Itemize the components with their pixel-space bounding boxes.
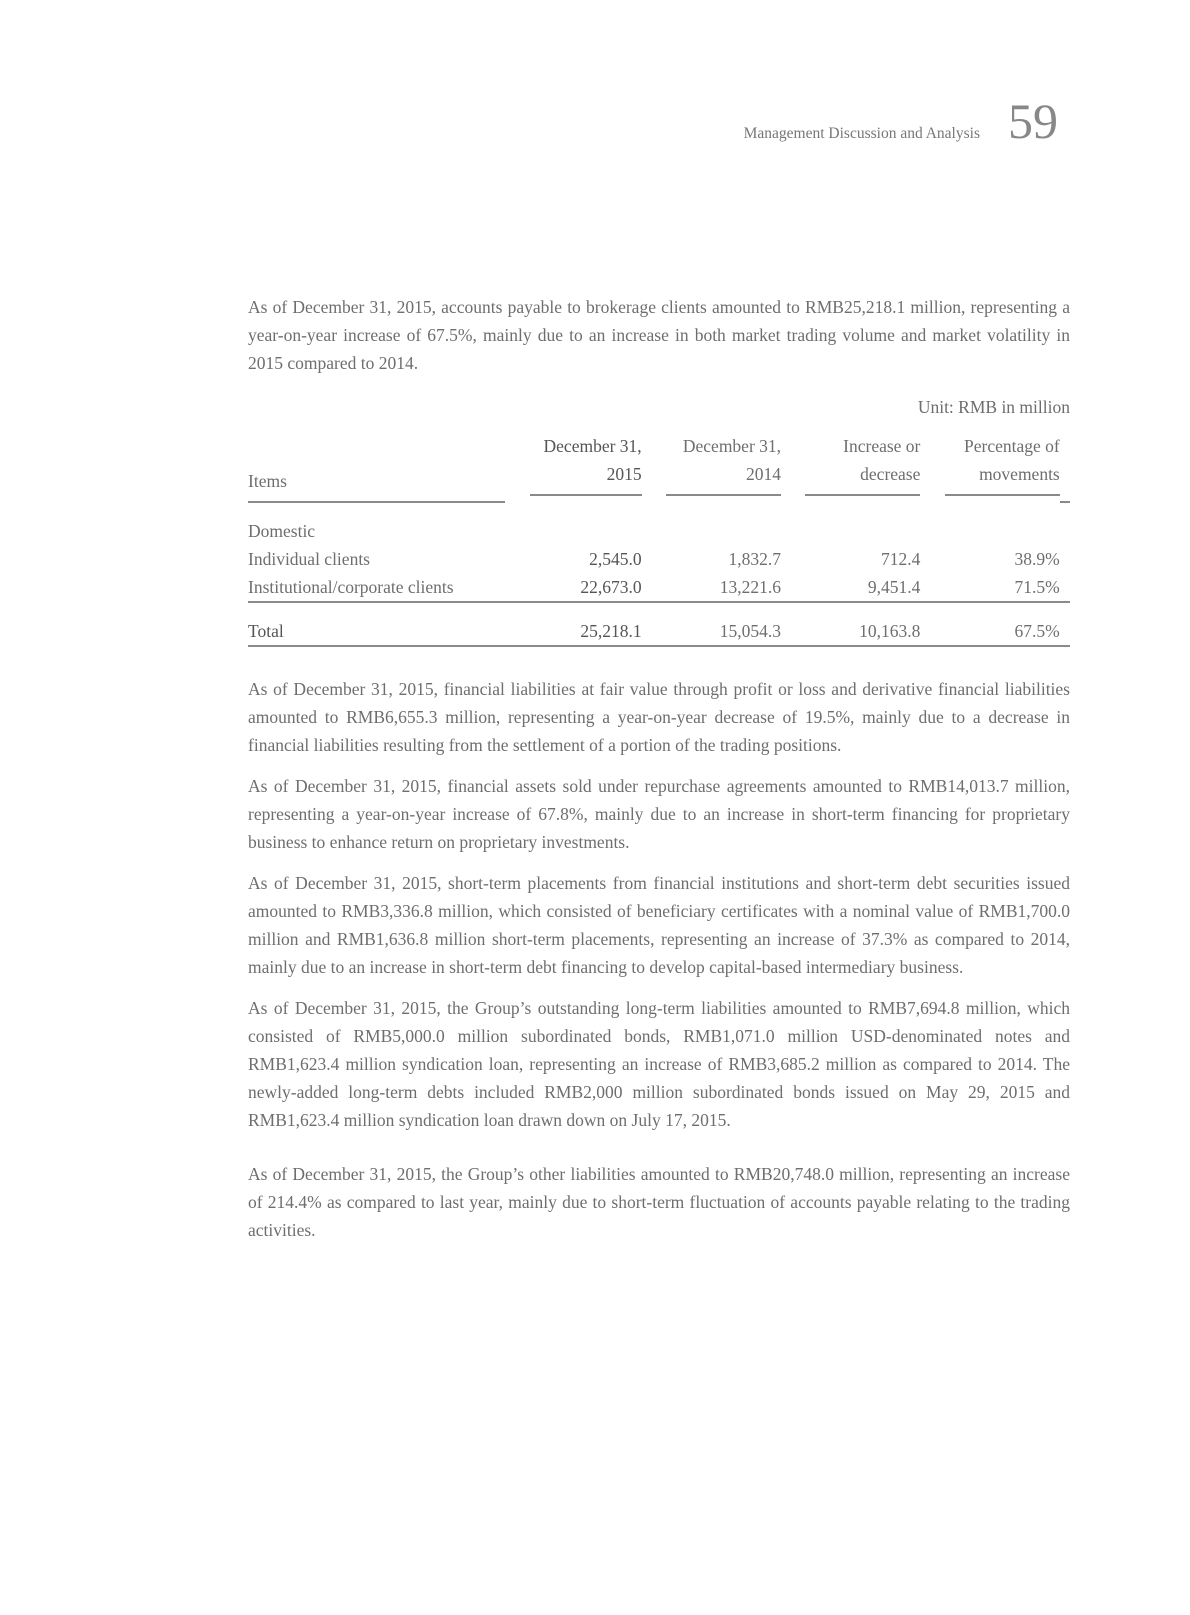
- main-content: [248, 293, 1070, 1244]
- group-label-domestic: Domestic: [248, 521, 316, 541]
- row-label: Individual clients: [248, 549, 370, 569]
- page-header: [743, 93, 1058, 149]
- total-percentage: 67.5%: [945, 617, 1060, 646]
- table-row: [248, 545, 1070, 573]
- header-dec-2014: December 31, 2014: [666, 432, 781, 502]
- cell-change: 9,451.4: [805, 573, 920, 602]
- cell-2014: 1,832.7: [728, 549, 782, 569]
- header-increase-decrease: Increase or decrease: [805, 432, 920, 502]
- table-header-row: [248, 432, 1070, 502]
- total-2014: 15,054.3: [666, 617, 781, 646]
- section-title: Management Discussion and Analysis: [743, 125, 980, 142]
- total-2015: 25,218.1: [530, 617, 642, 646]
- total-change: 10,163.8: [805, 617, 920, 646]
- table-row: [248, 573, 1070, 602]
- header-items: Items: [248, 432, 505, 502]
- paragraph-long-term-liabilities: As of December 31, 2015, the Group’s outstanding long-term liabilities amounted to RMB7,694.8 million, which consisted of RMB5,000.0 million subordinated bonds, RMB1,071.0 million USD-denominated notes and RMB1,623.4 million syndication loan, representing an increase of RMB3,685.2 million as compared to 2014. The newly-added long-term debts included RMB2,000 million subordinated bonds issued on May 29, 2015 and RMB1,623.4 million syndication loan drawn down on July 17, 2015.: [248, 998, 1070, 1130]
- table-unit-note: Unit: RMB in million: [917, 397, 1070, 417]
- header-dec-2015: December 31, 2015: [530, 432, 642, 502]
- paragraph-other-liabilities: As of December 31, 2015, the Group’s other liabilities amounted to RMB20,748.0 million, representing an increase of 214.4% as compared to last year, mainly due to short-term fluctuation of accounts payable relating to the trading activities.: [248, 1164, 1070, 1240]
- table-total-row: [248, 617, 1070, 646]
- page-number: 59: [1008, 93, 1058, 149]
- cell-2015: 22,673.0: [530, 573, 642, 602]
- paragraph-brokerage-payables: As of December 31, 2015, accounts payable to brokerage clients amounted to RMB25,218.1 million, representing a year-on-year increase of 67.5%, mainly due to an increase in both market trading volume and market volatility in 2015 compared to 2014.: [248, 297, 1070, 373]
- cell-percentage: 38.9%: [1014, 549, 1060, 569]
- cell-change: 712.4: [881, 549, 921, 569]
- cell-2014: 13,221.6: [666, 573, 781, 602]
- cell-percentage: 71.5%: [945, 573, 1060, 602]
- header-percentage: Percentage of movements: [945, 432, 1060, 502]
- row-label: Institutional/corporate clients: [248, 573, 505, 602]
- total-label: Total: [248, 617, 505, 646]
- table-group-row: [248, 517, 1070, 545]
- paragraph-repurchase-agreements: As of December 31, 2015, financial assets sold under repurchase agreements amounted to RMB14,013.7 million, representing a year-on-year increase of 67.8%, mainly due to an increase in short-term financing for proprietary business to enhance return on proprietary investments.: [248, 776, 1070, 852]
- cell-2015: 2,545.0: [589, 549, 642, 569]
- paragraph-short-term-placements: As of December 31, 2015, short-term placements from financial institutions and short-term debt securities issued amounted to RMB3,336.8 million, which consisted of beneficiary certificates with a nominal value of RMB1,700.0 million and RMB1,636.8 million short-term placements, representing an increase of 37.3% as compared to 2014, mainly due to an increase in short-term debt financing to develop capital-based intermediary business.: [248, 873, 1070, 977]
- paragraph-financial-liabilities: As of December 31, 2015, financial liabilities at fair value through profit or loss and derivative financial liabilities amounted to RMB6,655.3 million, representing a year-on-year decrease of 19.5%, mainly due to a decrease in financial liabilities resulting from the settlement of a portion of the trading positions.: [248, 679, 1070, 755]
- brokerage-payables-table: [248, 432, 1070, 647]
